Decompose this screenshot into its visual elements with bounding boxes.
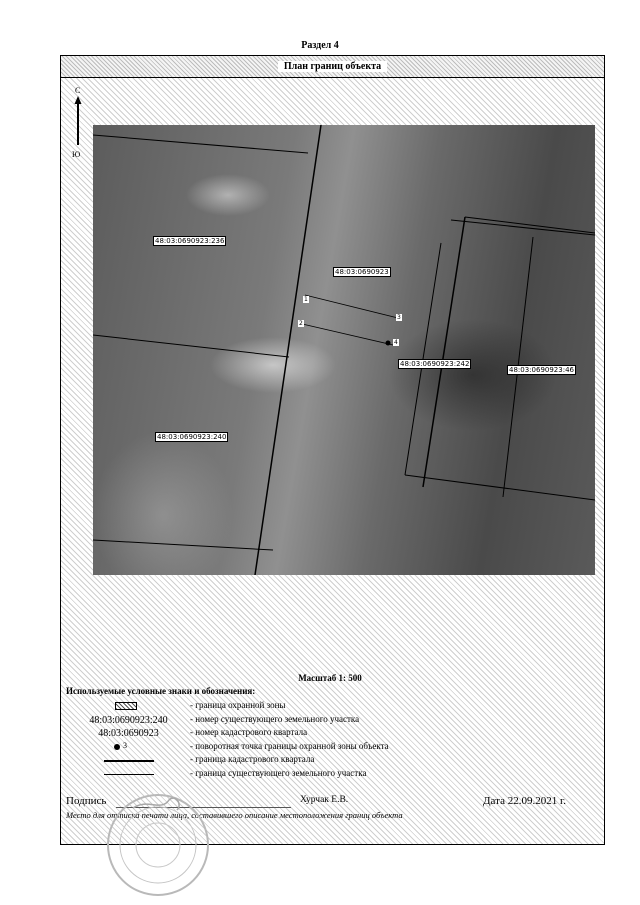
arrow-icon bbox=[72, 87, 88, 159]
legend-desc: - поворотная точка границы охранной зоны объекта bbox=[190, 740, 389, 751]
legend-item bbox=[66, 700, 586, 714]
plan-header bbox=[61, 56, 604, 78]
boundary-lines bbox=[93, 125, 595, 575]
turning-point-label: 3 bbox=[397, 314, 401, 321]
turning-point-label: 2 bbox=[299, 320, 303, 327]
legend bbox=[66, 700, 586, 781]
legend-desc: - граница охранной зоны bbox=[190, 700, 286, 710]
legend-item bbox=[66, 727, 586, 741]
north-label: С bbox=[75, 86, 81, 95]
south-label: Ю bbox=[72, 150, 81, 159]
aerial-map bbox=[93, 125, 595, 575]
signature-label: Подпись bbox=[66, 795, 107, 807]
parcel-number-symbol: 48:03:0690923:240 bbox=[89, 714, 168, 726]
legend-desc: - номер кадастрового квартала bbox=[190, 727, 308, 737]
turning-point-number: 3 bbox=[123, 740, 127, 750]
legend-desc: - номер существующего земельного участка bbox=[190, 713, 360, 724]
quarter-boundary-symbol bbox=[104, 760, 154, 762]
parcel-label: 48:03:0690923:242 bbox=[400, 360, 470, 368]
stamp-note: Место для оттиска печати лица, составившего описание местоположения границ объекта bbox=[66, 810, 403, 820]
document-date: Дата 22.09.2021 г. bbox=[483, 795, 566, 807]
plan-title: План границ объекта bbox=[278, 61, 387, 72]
parcel-label: 48:03:0690923:240 bbox=[157, 433, 227, 441]
turning-point-icon bbox=[114, 744, 120, 750]
stamp-seal bbox=[103, 790, 213, 900]
turning-point-label: 1 bbox=[304, 296, 308, 303]
section-title: Раздел 4 bbox=[301, 40, 339, 51]
turning-point-label: 4 bbox=[394, 339, 398, 346]
legend-item bbox=[66, 741, 586, 755]
scale-label: Масштаб 1: 500 bbox=[298, 673, 362, 683]
legend-desc: - граница существующего земельного участка bbox=[190, 767, 367, 778]
quarter-label: 48:03:0690923 bbox=[335, 268, 389, 276]
north-arrow bbox=[72, 87, 88, 159]
signer-name: Хурчак Е.В. bbox=[300, 795, 349, 805]
legend-title: Используемые условные знаки и обозначения: bbox=[66, 686, 256, 696]
legend-item bbox=[66, 768, 586, 782]
legend-item bbox=[66, 714, 586, 728]
parcel-label: 48:03:0690923:46 bbox=[509, 366, 574, 374]
legend-desc: - граница кадастрового квартала bbox=[190, 754, 315, 764]
parcel-label: 48:03:0690923:236 bbox=[155, 237, 225, 245]
legend-item bbox=[66, 754, 586, 768]
quarter-number-symbol: 48:03:0690923 bbox=[98, 728, 159, 739]
protection-zone-symbol bbox=[115, 702, 137, 710]
parcel-boundary-symbol bbox=[104, 774, 154, 775]
